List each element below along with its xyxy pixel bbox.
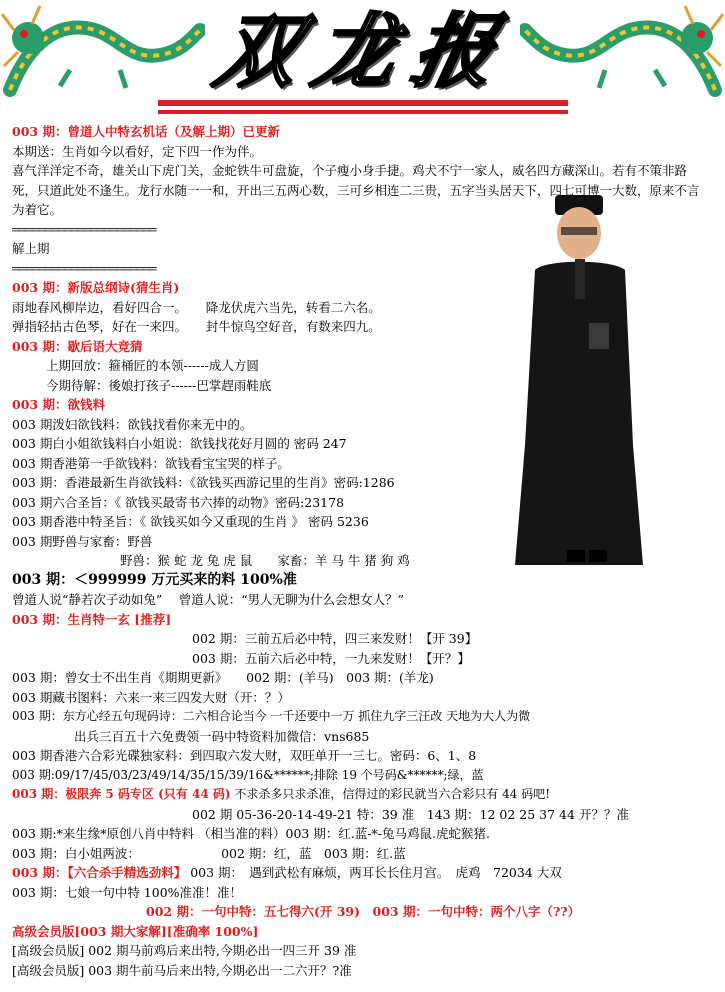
- section-heading: 003 期：【六合杀手精选劲料】: [12, 865, 187, 880]
- text-line: 003 期：香港最新生肖欲钱料：《欲钱买西游记里的生肖》密码:1286: [12, 475, 395, 490]
- text-line: 弹指轻拈古色琴，好在一来四。 封牛惊鸟空好音，有数来四九。: [12, 319, 381, 334]
- text-line: 003 期藏书图料：六来一来三四发大财（开：？）: [12, 689, 290, 705]
- title-underline: [158, 100, 568, 106]
- text-line: 003 期：白小姐两波： 002 期：红，蓝 003 期：红.蓝: [12, 845, 406, 861]
- text-line: 003 期香港第一手欲钱料：欲钱看宝宝哭的样子。: [12, 455, 290, 471]
- highlight-line: 002 期：一句中特：五七得六(开 39) 003 期：一句中特：两个八字（??）: [146, 904, 581, 919]
- text-line: 003 期泼妇欲钱料：欲钱找看你来无中的。: [12, 416, 253, 432]
- divider: ══════════════════════: [12, 221, 156, 237]
- section-heading: 003 期：极限奔 5 码专区 (只有 44 码): [12, 787, 231, 801]
- headline: 003 期：曾道人中特玄机话（及解上期）已更新: [12, 124, 280, 139]
- text-line: 003 期白小姐欲钱料白小姐说：欲钱找花好月圆的 密码 247: [12, 436, 347, 451]
- section-heading: 003 期：生肖特一玄 [推荐]: [12, 611, 172, 627]
- text-line: 出兵三百五十六免费领一码中特资料加微信：vns685: [74, 728, 370, 744]
- text-line: 野兽：猴 蛇 龙 兔 虎 鼠 家畜：羊 马 牛 猪 狗 鸡: [120, 553, 410, 568]
- text-line: 003 期： 遇到武松有麻烦，两耳长长住月宫。 虎鸡 72034 大双: [190, 865, 562, 880]
- text-line: 003 期：五前六后必中特，一九来发财！【开？】: [192, 650, 470, 666]
- text-line: 002 期：三前五后必中特，四三来发财！【开 39】: [192, 631, 478, 646]
- divider: ══════════════════════: [12, 260, 156, 276]
- text-line: 曾道人说“静若次子动如兔” 曾道人说：“男人无聊为什么会想女人？”: [12, 592, 405, 607]
- text-line: 003 期：东方心经五句现码诗：二六相合论当今 一千还要中一万 抓住九字三汪改 天地为大人为微: [12, 709, 531, 723]
- section-heading: 003 期：欲钱料: [12, 397, 105, 412]
- text-line: 003 期：七娘一句中特 100%准准！准！: [12, 884, 243, 900]
- text-line: 003 期:*来生缘*原创八肖中特料 （相当准的料）003 期：红.蓝-*-兔马鸡鼠.虎蛇猴猪.: [12, 826, 490, 841]
- page-title: 双龙报: [208, 4, 523, 98]
- text-line: 003 期六合圣旨：《 欲钱买最寄书六捧的动物》密码:23178: [12, 494, 345, 510]
- header-banner: [0, 0, 725, 122]
- text-line: [高级会员版] 003 期牛前马后来出特,今期必出一二六开？?准: [12, 962, 352, 978]
- text-line: 003 期野兽与家畜：野兽: [12, 533, 153, 549]
- text-line: 003 期香港中特圣旨：《 欲钱买如今又重现的生肖 》 密码 5236: [12, 514, 369, 529]
- title-underline-secondary: [158, 110, 568, 114]
- section-heading: 003 期：新版总纲诗(猜生肖): [12, 280, 180, 295]
- text-line: 003 期香港六合彩光碟独家料：到四取六发大财，双旺单开一三七。密码：6、1、8: [12, 748, 477, 763]
- text-line: 002 期 05-36-20-14-49-21 特：39 准 143 期：12 02 25 37 44 开？？准: [192, 806, 629, 822]
- section-label: 解上期: [12, 241, 50, 256]
- text-line: 上期回放：箍桶匠的本领------成人方圆: [46, 358, 259, 373]
- text-line: 本期送：生肖如今以看好，定下四一作为伴。: [12, 143, 263, 159]
- section-heading: 高级会员版[003 期大家解][准确率 100%]: [12, 923, 259, 939]
- text-line: 不求杀多只求杀准，信得过的彩民就当六合彩只有 44 码吧!: [234, 787, 551, 801]
- text-line: 003 期:09/17/45/03/23/49/14/35/15/39/16&******;排除 19 个号码&******;绿，蓝: [12, 767, 484, 782]
- text-line: 雨地春风柳岸边，看好四合一。 降龙伏虎六当先，转看二六名。: [12, 299, 381, 315]
- section-heading: 003 期：歇后语大竞猜: [12, 338, 143, 354]
- text-line: [高级会员版] 002 期马前鸡后来出特,今期必出一四三开 39 准: [12, 943, 357, 958]
- text-line: 003 期：＜999999 万元买来的料 100%准: [12, 571, 297, 588]
- poem-paragraph: 喜气洋洋定不奇，雄关山下虎门关，金蛇铁牛可盘旋，个子瘦小身手捷。鸡犬不宁一家人，威名四方藏深山。若有不策非路死，只道此处不逢生。龙行水随一一和，开出三五两心数，三可乡相连二三贵，五字当头居天下，四七可博一大数，原来不言为着它。: [12, 163, 700, 217]
- text-line: 003 期：曾女士不出生肖《期期更新》 002 期：(羊马) 003 期：(羊龙): [12, 670, 434, 685]
- article-body: [12, 122, 712, 980]
- text-line: 今期待解：後娘打孩子------巴掌趕雨鞋底: [46, 377, 272, 393]
